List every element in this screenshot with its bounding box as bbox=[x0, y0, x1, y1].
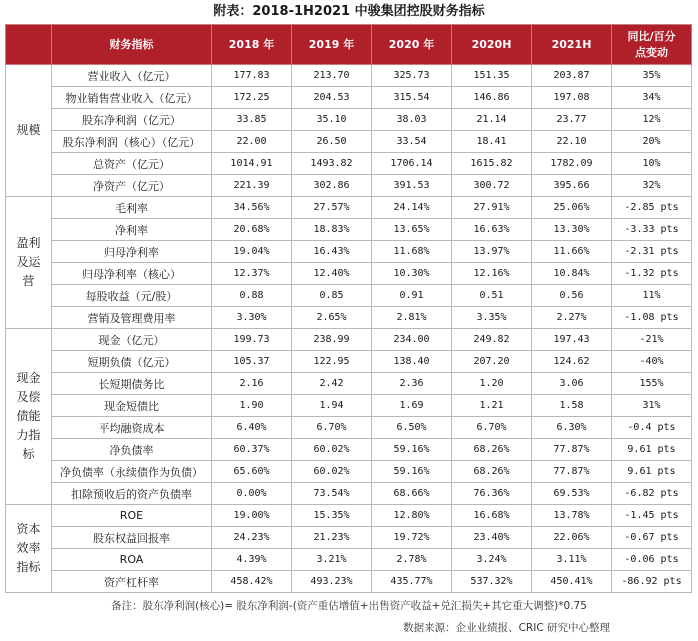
row-label: 净资产（亿元） bbox=[52, 175, 212, 197]
value-cell: 2.81% bbox=[372, 307, 452, 329]
table-row bbox=[6, 439, 692, 461]
value-cell: 1.20 bbox=[452, 373, 532, 395]
value-cell: 73.54% bbox=[292, 483, 372, 505]
value-cell: 16.68% bbox=[452, 505, 532, 527]
value-cell: 0.91 bbox=[372, 285, 452, 307]
value-cell: 59.16% bbox=[372, 461, 452, 483]
row-label: 现金（亿元） bbox=[52, 329, 212, 351]
change-cell: 31% bbox=[612, 395, 692, 417]
value-cell: 1615.82 bbox=[452, 153, 532, 175]
value-cell: 11.66% bbox=[532, 241, 612, 263]
row-label: 营业收入（亿元） bbox=[52, 65, 212, 87]
value-cell: 10.84% bbox=[532, 263, 612, 285]
header-year-2020: 2020 年 bbox=[372, 25, 452, 65]
value-cell: 4.39% bbox=[212, 549, 292, 571]
change-cell: 9.61 pts bbox=[612, 439, 692, 461]
value-cell: 22.10 bbox=[532, 131, 612, 153]
value-cell: 146.86 bbox=[452, 87, 532, 109]
value-cell: 6.40% bbox=[212, 417, 292, 439]
footnote: 备注：股东净利润(核心)= 股东净利润-(资产重估增值+出售资产收益+兑汇损失+其它重大调整)*0.75 bbox=[111, 600, 587, 612]
header-year-2018: 2018 年 bbox=[212, 25, 292, 65]
value-cell: 1706.14 bbox=[372, 153, 452, 175]
table-header-row bbox=[6, 25, 692, 65]
financial-indicators-table bbox=[5, 24, 692, 593]
row-label: 归母净利率 bbox=[52, 241, 212, 263]
value-cell: 207.20 bbox=[452, 351, 532, 373]
table-row bbox=[6, 483, 692, 505]
table-row bbox=[6, 417, 692, 439]
value-cell: 76.36% bbox=[452, 483, 532, 505]
change-cell: -2.31 pts bbox=[612, 241, 692, 263]
table-row bbox=[6, 395, 692, 417]
table-row bbox=[6, 87, 692, 109]
value-cell: 199.73 bbox=[212, 329, 292, 351]
table-row bbox=[6, 527, 692, 549]
row-label: 股东净利润（核心）（亿元） bbox=[52, 131, 212, 153]
value-cell: 12.37% bbox=[212, 263, 292, 285]
row-label: 长短期债务比 bbox=[52, 373, 212, 395]
value-cell: 21.23% bbox=[292, 527, 372, 549]
value-cell: 458.42% bbox=[212, 571, 292, 593]
table-row bbox=[6, 549, 692, 571]
change-cell: 20% bbox=[612, 131, 692, 153]
value-cell: 3.06 bbox=[532, 373, 612, 395]
row-label: 扣除预收后的资产负债率 bbox=[52, 483, 212, 505]
value-cell: 34.56% bbox=[212, 197, 292, 219]
value-cell: 197.08 bbox=[532, 87, 612, 109]
change-cell: 10% bbox=[612, 153, 692, 175]
change-cell: -6.82 pts bbox=[612, 483, 692, 505]
value-cell: 33.85 bbox=[212, 109, 292, 131]
value-cell: 11.68% bbox=[372, 241, 452, 263]
value-cell: 16.43% bbox=[292, 241, 372, 263]
value-cell: 24.23% bbox=[212, 527, 292, 549]
value-cell: 122.95 bbox=[292, 351, 372, 373]
value-cell: 22.00 bbox=[212, 131, 292, 153]
value-cell: 204.53 bbox=[292, 87, 372, 109]
header-2021h: 2021H bbox=[532, 25, 612, 65]
value-cell: 493.23% bbox=[292, 571, 372, 593]
row-label: 毛利率 bbox=[52, 197, 212, 219]
change-cell: -1.32 pts bbox=[612, 263, 692, 285]
value-cell: 68.26% bbox=[452, 461, 532, 483]
table-row bbox=[6, 373, 692, 395]
value-cell: 0.51 bbox=[452, 285, 532, 307]
value-cell: 105.37 bbox=[212, 351, 292, 373]
value-cell: 302.86 bbox=[292, 175, 372, 197]
value-cell: 35.10 bbox=[292, 109, 372, 131]
value-cell: 23.40% bbox=[452, 527, 532, 549]
row-label: 总资产（亿元） bbox=[52, 153, 212, 175]
row-label: 物业销售营业收入（亿元） bbox=[52, 87, 212, 109]
table-row bbox=[6, 263, 692, 285]
section-label-text: 规模 bbox=[16, 123, 41, 137]
change-cell: 12% bbox=[612, 109, 692, 131]
value-cell: 59.16% bbox=[372, 439, 452, 461]
value-cell: 0.00% bbox=[212, 483, 292, 505]
value-cell: 15.35% bbox=[292, 505, 372, 527]
row-label: 短期负债（亿元） bbox=[52, 351, 212, 373]
table-row bbox=[6, 307, 692, 329]
header-2020h: 2020H bbox=[452, 25, 532, 65]
row-label: 净负债率 bbox=[52, 439, 212, 461]
change-cell: 35% bbox=[612, 65, 692, 87]
change-cell: -0.06 pts bbox=[612, 549, 692, 571]
value-cell: 2.16 bbox=[212, 373, 292, 395]
value-cell: 19.04% bbox=[212, 241, 292, 263]
value-cell: 6.30% bbox=[532, 417, 612, 439]
value-cell: 27.91% bbox=[452, 197, 532, 219]
change-cell: -0.67 pts bbox=[612, 527, 692, 549]
change-cell: -1.45 pts bbox=[612, 505, 692, 527]
section-label bbox=[6, 505, 52, 593]
value-cell: 77.87% bbox=[532, 461, 612, 483]
value-cell: 69.53% bbox=[532, 483, 612, 505]
table-row bbox=[6, 153, 692, 175]
change-cell: 32% bbox=[612, 175, 692, 197]
row-label: 股东权益回报率 bbox=[52, 527, 212, 549]
change-cell: -3.33 pts bbox=[612, 219, 692, 241]
value-cell: 21.14 bbox=[452, 109, 532, 131]
value-cell: 3.35% bbox=[452, 307, 532, 329]
row-label: 净利率 bbox=[52, 219, 212, 241]
value-cell: 18.41 bbox=[452, 131, 532, 153]
change-cell: 11% bbox=[612, 285, 692, 307]
section-label bbox=[6, 65, 52, 197]
row-label: 归母净利率（核心） bbox=[52, 263, 212, 285]
header-blank bbox=[6, 25, 52, 65]
table-row bbox=[6, 219, 692, 241]
page-title: 附表：2018-1H2021 中骏集团控股财务指标 bbox=[213, 4, 485, 19]
value-cell: 2.42 bbox=[292, 373, 372, 395]
header-indicator: 财务指标 bbox=[52, 25, 212, 65]
value-cell: 19.72% bbox=[372, 527, 452, 549]
value-cell: 10.30% bbox=[372, 263, 452, 285]
table-row bbox=[6, 65, 692, 87]
value-cell: 18.83% bbox=[292, 219, 372, 241]
table-row bbox=[6, 351, 692, 373]
value-cell: 395.66 bbox=[532, 175, 612, 197]
value-cell: 60.37% bbox=[212, 439, 292, 461]
value-cell: 124.62 bbox=[532, 351, 612, 373]
value-cell: 2.36 bbox=[372, 373, 452, 395]
value-cell: 13.97% bbox=[452, 241, 532, 263]
value-cell: 1.94 bbox=[292, 395, 372, 417]
value-cell: 19.00% bbox=[212, 505, 292, 527]
table-body bbox=[6, 65, 692, 593]
value-cell: 203.87 bbox=[532, 65, 612, 87]
value-cell: 138.40 bbox=[372, 351, 452, 373]
row-label: 营销及管理费用率 bbox=[52, 307, 212, 329]
value-cell: 300.72 bbox=[452, 175, 532, 197]
value-cell: 12.40% bbox=[292, 263, 372, 285]
value-cell: 151.35 bbox=[452, 65, 532, 87]
value-cell: 238.99 bbox=[292, 329, 372, 351]
value-cell: 1.90 bbox=[212, 395, 292, 417]
value-cell: 2.78% bbox=[372, 549, 452, 571]
table-row bbox=[6, 285, 692, 307]
value-cell: 325.73 bbox=[372, 65, 452, 87]
section-label-text: 盈利及运营 bbox=[16, 236, 41, 288]
row-label: ROE bbox=[52, 505, 212, 527]
row-label: 资产杠杆率 bbox=[52, 571, 212, 593]
data-source: 数据来源：企业业绩报、CRIC 研究中心整理 bbox=[403, 622, 610, 634]
table-row bbox=[6, 571, 692, 593]
value-cell: 26.50 bbox=[292, 131, 372, 153]
value-cell: 60.02% bbox=[292, 461, 372, 483]
value-cell: 13.65% bbox=[372, 219, 452, 241]
table-row bbox=[6, 131, 692, 153]
row-label: 股东净利润（亿元） bbox=[52, 109, 212, 131]
value-cell: 1014.91 bbox=[212, 153, 292, 175]
value-cell: 12.80% bbox=[372, 505, 452, 527]
value-cell: 249.82 bbox=[452, 329, 532, 351]
section-label bbox=[6, 329, 52, 505]
value-cell: 234.00 bbox=[372, 329, 452, 351]
value-cell: 38.03 bbox=[372, 109, 452, 131]
value-cell: 6.70% bbox=[292, 417, 372, 439]
value-cell: 3.24% bbox=[452, 549, 532, 571]
value-cell: 22.06% bbox=[532, 527, 612, 549]
value-cell: 6.70% bbox=[452, 417, 532, 439]
header-year-2019: 2019 年 bbox=[292, 25, 372, 65]
value-cell: 68.26% bbox=[452, 439, 532, 461]
change-cell: 155% bbox=[612, 373, 692, 395]
row-label: 净负债率（永续债作为负债） bbox=[52, 461, 212, 483]
change-cell: -86.92 pts bbox=[612, 571, 692, 593]
value-cell: 450.41% bbox=[532, 571, 612, 593]
value-cell: 197.43 bbox=[532, 329, 612, 351]
value-cell: 391.53 bbox=[372, 175, 452, 197]
value-cell: 315.54 bbox=[372, 87, 452, 109]
value-cell: 3.30% bbox=[212, 307, 292, 329]
value-cell: 537.32% bbox=[452, 571, 532, 593]
value-cell: 435.77% bbox=[372, 571, 452, 593]
value-cell: 24.14% bbox=[372, 197, 452, 219]
value-cell: 221.39 bbox=[212, 175, 292, 197]
table-row bbox=[6, 197, 692, 219]
value-cell: 1782.09 bbox=[532, 153, 612, 175]
section-label-text: 现金及偿债能力指标 bbox=[16, 371, 41, 461]
value-cell: 213.70 bbox=[292, 65, 372, 87]
change-cell: -1.08 pts bbox=[612, 307, 692, 329]
value-cell: 172.25 bbox=[212, 87, 292, 109]
value-cell: 6.50% bbox=[372, 417, 452, 439]
value-cell: 3.11% bbox=[532, 549, 612, 571]
section-label-text: 资本效率指标 bbox=[16, 522, 41, 574]
value-cell: 2.27% bbox=[532, 307, 612, 329]
value-cell: 3.21% bbox=[292, 549, 372, 571]
row-label: 每股收益（元/股） bbox=[52, 285, 212, 307]
table-row bbox=[6, 461, 692, 483]
value-cell: 177.83 bbox=[212, 65, 292, 87]
table-row bbox=[6, 109, 692, 131]
table-row bbox=[6, 505, 692, 527]
value-cell: 16.63% bbox=[452, 219, 532, 241]
value-cell: 1.58 bbox=[532, 395, 612, 417]
value-cell: 0.85 bbox=[292, 285, 372, 307]
value-cell: 12.16% bbox=[452, 263, 532, 285]
change-cell: 9.61 pts bbox=[612, 461, 692, 483]
change-cell: 34% bbox=[612, 87, 692, 109]
table-row bbox=[6, 329, 692, 351]
change-cell: -0.4 pts bbox=[612, 417, 692, 439]
value-cell: 68.66% bbox=[372, 483, 452, 505]
change-cell: -21% bbox=[612, 329, 692, 351]
value-cell: 60.02% bbox=[292, 439, 372, 461]
section-label bbox=[6, 197, 52, 329]
value-cell: 1.69 bbox=[372, 395, 452, 417]
value-cell: 77.87% bbox=[532, 439, 612, 461]
header-change: 同比/百分点变动 bbox=[612, 25, 692, 65]
table-row bbox=[6, 241, 692, 263]
value-cell: 65.60% bbox=[212, 461, 292, 483]
value-cell: 2.65% bbox=[292, 307, 372, 329]
value-cell: 0.56 bbox=[532, 285, 612, 307]
value-cell: 27.57% bbox=[292, 197, 372, 219]
value-cell: 1493.82 bbox=[292, 153, 372, 175]
value-cell: 13.30% bbox=[532, 219, 612, 241]
value-cell: 33.54 bbox=[372, 131, 452, 153]
value-cell: 25.06% bbox=[532, 197, 612, 219]
row-label: ROA bbox=[52, 549, 212, 571]
value-cell: 23.77 bbox=[532, 109, 612, 131]
row-label: 平均融资成本 bbox=[52, 417, 212, 439]
value-cell: 20.68% bbox=[212, 219, 292, 241]
value-cell: 0.88 bbox=[212, 285, 292, 307]
table-row bbox=[6, 175, 692, 197]
value-cell: 13.78% bbox=[532, 505, 612, 527]
change-cell: -40% bbox=[612, 351, 692, 373]
change-cell: -2.85 pts bbox=[612, 197, 692, 219]
value-cell: 1.21 bbox=[452, 395, 532, 417]
row-label: 现金短债比 bbox=[52, 395, 212, 417]
